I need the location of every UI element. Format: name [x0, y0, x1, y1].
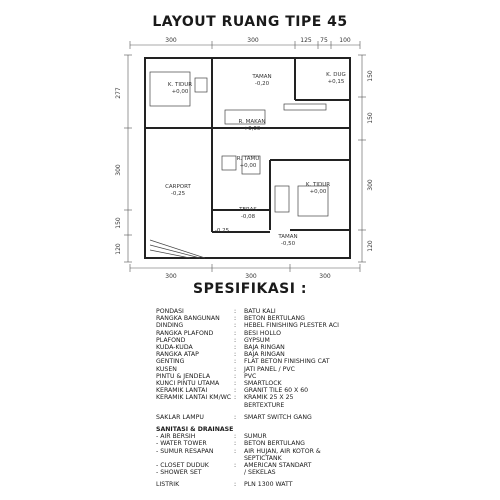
sanitasi-label: - CLOSET DUDUK	[156, 462, 209, 470]
spec-row	[156, 337, 416, 344]
sanitasi-value-cont: / SEKELAS	[244, 469, 276, 477]
spec-row	[156, 358, 416, 365]
spec-table	[156, 308, 416, 489]
listrik-label: LISTRIK	[156, 481, 180, 489]
sanitasi-label: - WATER TOWER	[156, 440, 207, 448]
spec-value: PVC	[244, 372, 257, 380]
room-name-3: K. DUG	[326, 72, 346, 78]
sanitasi-row-cont	[156, 469, 416, 476]
sanitasi-value: SUMUR	[244, 433, 267, 441]
listrik-value: PLN 1300 WATT	[244, 481, 293, 489]
colon: :	[234, 372, 237, 380]
spec-value-cont: BERTEXTURE	[244, 401, 285, 409]
spec-label: KERAMIK LANTAI	[156, 387, 208, 395]
dim-bottom-3: 300	[319, 273, 331, 280]
room-name-5: R. TAMU	[236, 156, 260, 162]
room-level-3: +0,15	[327, 79, 345, 85]
spec-row	[156, 344, 416, 351]
spec-value: KRAMIK 25 X 25	[244, 394, 294, 402]
dim-bottom-1: 300	[165, 273, 177, 280]
colon: :	[234, 344, 237, 352]
sanitasi-heading: SANITASI & DRAINASE	[156, 426, 234, 434]
spec-value: BESI HOLLO	[244, 329, 281, 337]
spec-row	[156, 366, 416, 373]
sanitasi-value: AIR HUJAN, AIR KOTOR &	[244, 447, 321, 455]
room-name-4: R. MAKAN	[238, 119, 266, 125]
spec-row	[156, 387, 416, 394]
spec-label: RANGKA BANGUNAN	[156, 315, 220, 323]
room-name-1: K. TIDUR	[167, 82, 193, 88]
room-level-6: -0,25	[170, 191, 186, 197]
room-level-7: +0,00	[309, 189, 327, 195]
spec-value: GYPSUM	[244, 336, 270, 344]
colon: :	[234, 308, 237, 315]
room-level-5: +0,00	[239, 163, 257, 169]
page-title: LAYOUT RUANG TIPE 45	[152, 14, 348, 30]
spec-value: HEBEL FINISHING PLESTER ACI	[244, 322, 340, 330]
spec-label: PONDASI	[156, 308, 184, 315]
dim-left-2: 300	[115, 164, 122, 176]
colon: :	[234, 358, 237, 366]
sanitasi-row	[156, 433, 416, 440]
room-name-8: TERAS	[239, 207, 257, 213]
colon: :	[234, 351, 237, 359]
listrik-row	[156, 481, 416, 488]
sanitasi-row	[156, 462, 416, 469]
sanitasi-label: - SHOWER SET	[156, 469, 202, 477]
spec-row	[156, 308, 416, 315]
spec-row	[156, 322, 416, 329]
spec-title: SPESIFIKASI :	[193, 281, 307, 297]
spec-value: BETON BERTULANG	[244, 315, 305, 323]
spec-value: GRANIT TILE 60 X 60	[244, 387, 309, 395]
spec-label: KUSEN	[156, 365, 177, 373]
spec-value: BAJA RINGAN	[244, 344, 285, 352]
room-level-8: -0,08	[240, 214, 256, 220]
colon: :	[234, 336, 237, 344]
dim-top-3: 125	[300, 37, 312, 44]
colon: :	[234, 387, 237, 395]
dim-right-3: 300	[367, 179, 374, 191]
spec-row-cont	[156, 402, 416, 409]
colon: :	[234, 315, 237, 323]
colon: :	[234, 413, 237, 421]
spec-value: FLAT BETON FINISHING CAT	[244, 358, 330, 366]
dim-top-2: 300	[247, 37, 259, 44]
sanitasi-value: BETON BERTULANG	[244, 440, 305, 448]
spec-label: KERAMIK LANTAI KM/WC	[156, 394, 232, 402]
dim-right-1: 150	[367, 70, 374, 82]
colon: :	[234, 365, 237, 373]
room-level-1: +0,00	[171, 89, 189, 95]
spec-label: PINTU & JENDELA	[156, 372, 211, 380]
colon: :	[234, 433, 237, 441]
dim-right-4: 120	[367, 240, 374, 252]
spec-row	[156, 330, 416, 337]
spec-label: SAKLAR LAMPU	[156, 413, 204, 421]
spec-value: BATU KALI	[244, 308, 276, 315]
sanitasi-value: AMERICAN STANDART	[244, 462, 312, 470]
room-name-7: K. TIDUR	[305, 182, 331, 188]
sanitasi-label: - SUMUR RESAPAN	[156, 447, 214, 455]
spec-value: BAJA RINGAN	[244, 351, 285, 359]
room-level-2: -0,20	[254, 81, 270, 87]
spec-row	[156, 380, 416, 387]
spec-row	[156, 373, 416, 380]
spec-label: KUDA-KUDA	[156, 344, 193, 352]
spec-label: RANGKA ATAP	[156, 351, 199, 359]
spec-row	[156, 351, 416, 358]
colon: :	[234, 394, 237, 402]
colon: :	[234, 440, 237, 448]
dim-left-4: 120	[115, 243, 122, 255]
dim-bottom-2: 300	[245, 273, 257, 280]
spec-row	[156, 394, 416, 401]
spec-label: KUNCI PINTU UTAMA	[156, 380, 220, 388]
dim-left-3: 150	[115, 217, 122, 229]
spec-label: GENTING	[156, 358, 185, 366]
colon: :	[234, 380, 237, 388]
spec-row	[156, 414, 416, 421]
spec-value: JATI PANEL / PVC	[244, 365, 295, 373]
spec-label: RANGKA PLAFOND	[156, 329, 214, 337]
room-level-4: +0,00	[243, 126, 261, 132]
dim-top-4: 75	[320, 37, 328, 44]
room-name-6: CARPORT	[165, 184, 191, 190]
colon: :	[234, 322, 237, 330]
spec-label: PLAFOND	[156, 336, 186, 344]
dim-top-1: 300	[165, 37, 177, 44]
spec-value: SMART SWITCH GANG	[244, 413, 312, 421]
room-level-9: -0,50	[280, 241, 296, 247]
sanitasi-row-cont	[156, 455, 416, 462]
sanitasi-value-cont: SEPTICTANK	[244, 454, 282, 462]
sanitasi-row	[156, 440, 416, 447]
sanitasi-label: - AIR BERSIH	[156, 433, 196, 441]
spec-label: DINDING	[156, 322, 184, 330]
dim-top-5: 100	[339, 37, 351, 44]
colon: :	[234, 481, 237, 489]
sanitasi-row	[156, 448, 416, 455]
dim-right-2: 150	[367, 112, 374, 124]
room-level-10: -0,25	[214, 228, 230, 234]
room-name-2: TAMAN	[252, 74, 272, 80]
colon: :	[234, 329, 237, 337]
room-name-9: TAMAN	[278, 234, 298, 240]
dim-left-1: 277	[115, 87, 122, 99]
spec-row	[156, 315, 416, 322]
spec-value: SMARTLOCK	[244, 380, 282, 388]
colon: :	[234, 447, 237, 455]
colon: :	[234, 462, 237, 470]
